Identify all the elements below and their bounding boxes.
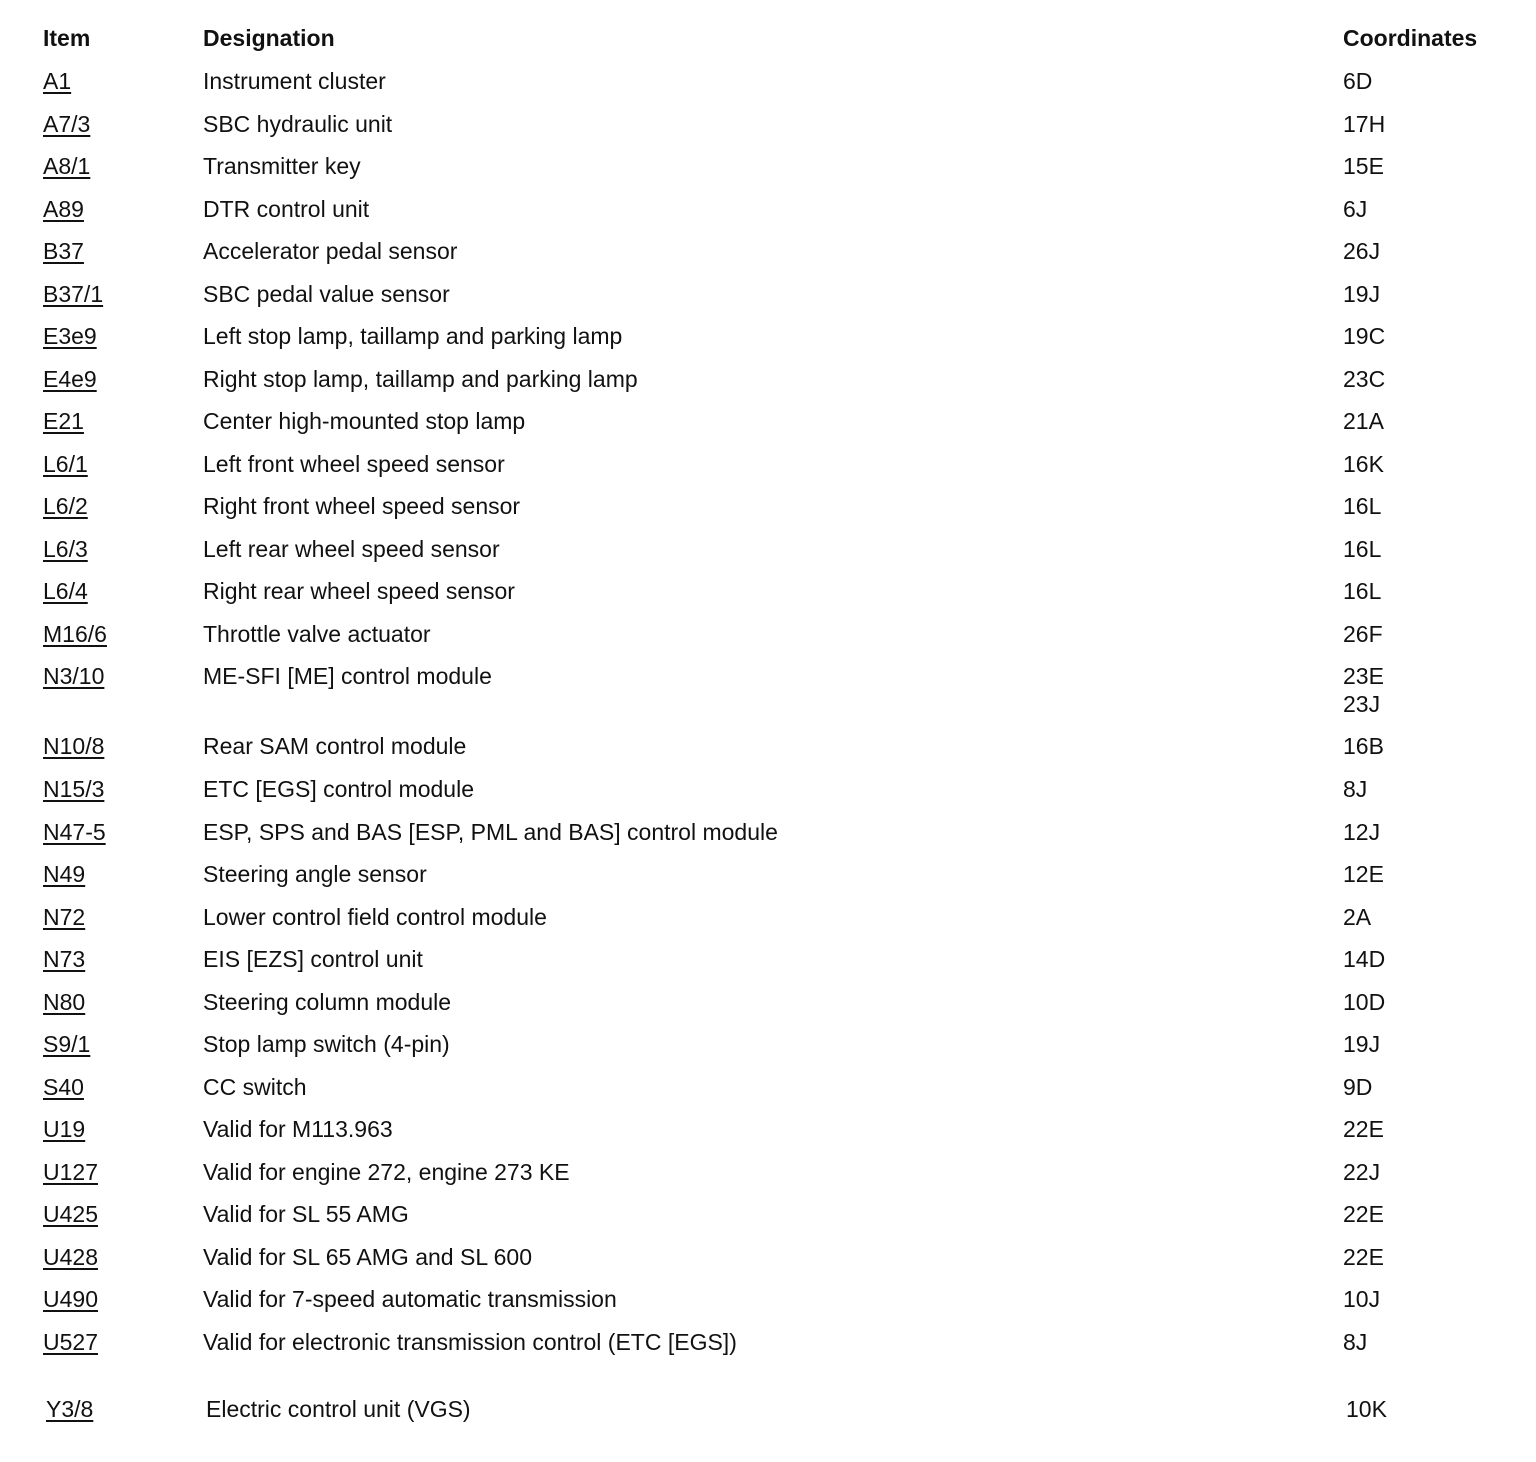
item-link[interactable]: E21 (43, 408, 84, 434)
designation-text: EIS [EZS] control unit (203, 946, 423, 972)
coordinates-cell (1343, 407, 1384, 435)
item-link[interactable]: B37 (43, 238, 84, 264)
coordinates-cell (1346, 1395, 1387, 1423)
item-link[interactable]: U428 (43, 1244, 98, 1270)
designation-text: Right rear wheel speed sensor (203, 578, 515, 604)
item-link[interactable]: A1 (43, 68, 72, 94)
coordinate-value: 22E (1343, 1116, 1384, 1142)
table-row (0, 492, 1536, 532)
coordinate-value: 16L (1343, 536, 1382, 562)
item-link[interactable]: U127 (43, 1159, 98, 1185)
coordinates-cell (1343, 620, 1383, 648)
coordinate-value: 16K (1343, 451, 1384, 477)
designation-text: Valid for SL 65 AMG and SL 600 (203, 1244, 533, 1270)
designation-text: SBC hydraulic unit (203, 111, 393, 137)
coordinates-cell (1343, 322, 1385, 350)
designation-text: ESP, SPS and BAS [ESP, PML and BAS] control module (203, 819, 778, 845)
coordinates-cell (1343, 945, 1385, 973)
designation-text: Valid for M113.963 (203, 1116, 393, 1142)
coordinate-value: 19J (1343, 1031, 1381, 1057)
coordinate-value: 12E (1343, 861, 1384, 887)
coordinate-value: 16B (1343, 733, 1384, 759)
table-row (0, 152, 1536, 192)
table-row (0, 1158, 1536, 1198)
coordinate-value: 12J (1343, 819, 1381, 845)
table-row (0, 1030, 1536, 1070)
coordinate-value: 6J (1343, 196, 1368, 222)
coordinate-value: 19C (1343, 323, 1386, 349)
table-row (0, 662, 1536, 717)
coordinates-cell (1343, 662, 1384, 718)
item-link[interactable]: N80 (43, 989, 86, 1015)
item-link[interactable]: U527 (43, 1329, 98, 1355)
item-column-header: Item (43, 25, 91, 51)
designation-text: Left stop lamp, taillamp and parking lamp (203, 323, 623, 349)
item-link[interactable]: N49 (43, 861, 86, 887)
designation-text: ME-SFI [ME] control module (203, 663, 492, 689)
designation-text: Steering column module (203, 989, 452, 1015)
designation-text: Rear SAM control module (203, 733, 467, 759)
coordinate-value: 16L (1343, 493, 1382, 519)
table-row (0, 450, 1536, 490)
coordinates-cell (1343, 1158, 1380, 1186)
coordinate-value: 23J (1343, 691, 1381, 717)
item-link[interactable]: Y3/8 (46, 1396, 94, 1422)
table-row (0, 407, 1536, 447)
item-link[interactable]: L6/4 (43, 578, 88, 604)
header-row (0, 24, 1536, 64)
item-link[interactable]: L6/1 (43, 451, 88, 477)
coordinate-value: 10D (1343, 989, 1386, 1015)
item-link[interactable]: A7/3 (43, 111, 91, 137)
item-link[interactable]: S9/1 (43, 1031, 91, 1057)
coordinate-value: 22E (1343, 1244, 1384, 1270)
table-row (0, 1243, 1536, 1283)
item-link[interactable]: N47-5 (43, 819, 106, 845)
coordinates-cell (1343, 1243, 1384, 1271)
table-row (0, 577, 1536, 617)
coordinate-value: 16L (1343, 578, 1382, 604)
item-link[interactable]: U490 (43, 1286, 98, 1312)
table-row (0, 1328, 1536, 1368)
table-row (0, 67, 1536, 107)
table-row (0, 535, 1536, 575)
table-row (0, 775, 1536, 815)
designation-text: Steering angle sensor (203, 861, 427, 887)
item-link[interactable]: N15/3 (43, 776, 105, 802)
designation-text: Valid for electronic transmission control (ETC [EGS]) (203, 1329, 737, 1355)
table-row (0, 237, 1536, 277)
coordinate-value: 17H (1343, 111, 1386, 137)
designation-text: Lower control field control module (203, 904, 547, 930)
coordinates-cell (1343, 1030, 1380, 1058)
coordinates-cell (1343, 1200, 1384, 1228)
coordinate-value: 19J (1343, 281, 1381, 307)
coordinates-cell (1343, 1073, 1372, 1101)
item-link[interactable]: A8/1 (43, 153, 91, 179)
coordinates-cell (1343, 280, 1380, 308)
item-link[interactable]: E4e9 (43, 366, 97, 392)
table-row (0, 1200, 1536, 1240)
designation-text: Left rear wheel speed sensor (203, 536, 500, 562)
coordinate-value: 23C (1343, 366, 1386, 392)
item-link[interactable]: M16/6 (43, 621, 107, 647)
coordinates-cell (1343, 450, 1384, 478)
coordinates-cell (1343, 1285, 1380, 1313)
item-link[interactable]: L6/3 (43, 536, 88, 562)
table-row (0, 195, 1536, 235)
designation-text: Left front wheel speed sensor (203, 451, 505, 477)
coordinates-cell (1343, 1115, 1384, 1143)
coordinates-cell (1343, 775, 1367, 803)
table-row (0, 860, 1536, 900)
coordinates-cell (1343, 152, 1384, 180)
coordinates-cell (1343, 237, 1380, 265)
designation-text: Center high-mounted stop lamp (203, 408, 526, 434)
designation-text: Right front wheel speed sensor (203, 493, 521, 519)
item-link[interactable]: S40 (43, 1074, 84, 1100)
coordinate-value: 22E (1343, 1201, 1384, 1227)
coordinates-cell (1343, 535, 1381, 563)
coordinates-cell (1343, 860, 1384, 888)
designation-text: Valid for engine 272, engine 273 KE (203, 1159, 570, 1185)
coordinates-cell (1343, 195, 1367, 223)
item-link[interactable]: U425 (43, 1201, 98, 1227)
item-link[interactable]: N73 (43, 946, 86, 972)
table-row (0, 818, 1536, 858)
coordinates-cell (1343, 577, 1381, 605)
coordinate-value: 8J (1343, 776, 1368, 802)
designation-text: Accelerator pedal sensor (203, 238, 458, 264)
coordinate-value: 10J (1343, 1286, 1381, 1312)
coordinates-cell (1343, 67, 1372, 95)
designation-text: Stop lamp switch (4-pin) (203, 1031, 450, 1057)
designation-text: Valid for SL 55 AMG (203, 1201, 409, 1227)
coordinate-value: 26J (1343, 238, 1381, 264)
coordinates-cell (1343, 903, 1371, 931)
coordinate-value: 8J (1343, 1329, 1368, 1355)
coordinate-value: 23E (1343, 663, 1384, 689)
designation-text: Valid for 7-speed automatic transmission (203, 1286, 617, 1312)
item-link[interactable]: L6/2 (43, 493, 88, 519)
table-row (0, 732, 1536, 772)
item-link[interactable]: U19 (43, 1116, 86, 1142)
item-link[interactable]: A89 (43, 196, 84, 222)
designation-text: Transmitter key (203, 153, 361, 179)
coordinate-value: 6D (1343, 68, 1373, 94)
designation-text: CC switch (203, 1074, 307, 1100)
coordinate-value: 26F (1343, 621, 1383, 647)
item-link[interactable]: N3/10 (43, 663, 105, 689)
coordinate-value: 21A (1343, 408, 1384, 434)
table-row (0, 110, 1536, 150)
coordinates-cell (1343, 732, 1384, 760)
coordinates-cell (1343, 492, 1381, 520)
designation-text: SBC pedal value sensor (203, 281, 450, 307)
coordinate-value: 9D (1343, 1074, 1373, 1100)
coordinate-value: 22J (1343, 1159, 1381, 1185)
designation-text: Throttle valve actuator (203, 621, 431, 647)
coordinate-value: 15E (1343, 153, 1384, 179)
table-row (0, 365, 1536, 405)
coordinates-column-header: Coordinates (1343, 25, 1478, 51)
table-row (0, 280, 1536, 320)
designation-text: DTR control unit (203, 196, 370, 222)
designation-text: Right stop lamp, taillamp and parking lamp (203, 366, 638, 392)
item-link[interactable]: N10/8 (43, 733, 105, 759)
coordinates-cell (1343, 1328, 1367, 1356)
table-row (0, 1115, 1536, 1155)
table-row (0, 1395, 1536, 1435)
item-link[interactable]: N72 (43, 904, 86, 930)
item-link[interactable]: B37/1 (43, 281, 104, 307)
coordinates-cell (1343, 988, 1385, 1016)
table-row (0, 1073, 1536, 1113)
table-row (0, 620, 1536, 660)
coordinate-value: 2A (1343, 904, 1372, 930)
table-row (0, 322, 1536, 362)
item-link[interactable]: E3e9 (43, 323, 97, 349)
coordinates-cell (1343, 110, 1385, 138)
coordinates-cell (1343, 365, 1385, 393)
table-row (0, 903, 1536, 943)
designation-column-header: Designation (203, 25, 335, 51)
designation-text: ETC [EGS] control module (203, 776, 474, 802)
table-row (0, 988, 1536, 1028)
coordinate-value: 14D (1343, 946, 1386, 972)
table-row (0, 945, 1536, 985)
coordinates-cell (1343, 818, 1380, 846)
designation-text: Electric control unit (VGS) (206, 1396, 471, 1422)
designation-text: Instrument cluster (203, 68, 386, 94)
coordinate-value: 10K (1346, 1396, 1387, 1422)
table-row (0, 1285, 1536, 1325)
